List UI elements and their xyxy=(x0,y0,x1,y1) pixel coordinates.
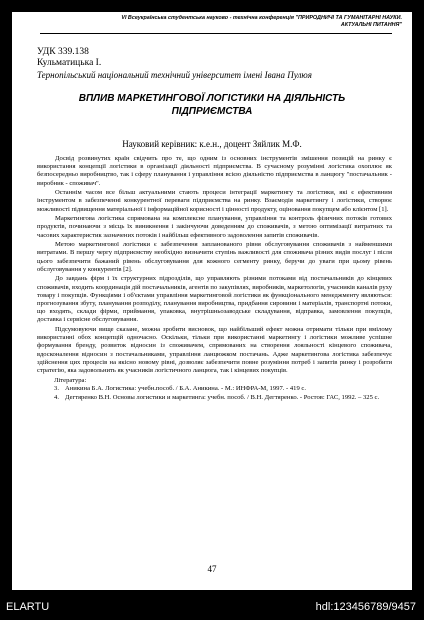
supervisor-line: Науковий керівник: к.е.н., доцент Зяйлик М.Ф. xyxy=(122,139,302,149)
handle-identifier: hdl:123456789/9457 xyxy=(315,601,416,613)
reference-item xyxy=(37,394,392,402)
conference-header xyxy=(72,15,402,28)
author-name: Кульматицька І. xyxy=(37,58,102,68)
body-paragraph: Досвід розвинутих країн свідчить про те, що одним із основних інструментів змішення позицій на ринку є використання концепції логістики в організації діяльності підприємства. В сучасному розумінні логістика охоплює як безпосередньо виробництво, так і сферу планування і управління всією діяльністю підприємства в ланцюгу "постачальник - виробник - споживач". xyxy=(37,155,392,187)
article-title-line-1: ВПЛИВ МАРКЕТИНГОВОЇ ЛОГІСТИКИ НА ДІЯЛЬНІСТЬ xyxy=(78,93,346,104)
header-rule xyxy=(40,33,392,34)
document-page xyxy=(12,12,412,590)
reference-number: 3. xyxy=(54,384,59,392)
udk-code: УДК 339.138 xyxy=(37,47,89,57)
reference-item xyxy=(37,385,392,393)
reference-number: 4. xyxy=(54,394,59,402)
reference-text: Дегтяренко В.Н. Основы логистики и маркетинга: учебн. пособ. / В.Н. Дегтяренко. - Ростов: ГАС, 1992. – 325 с. xyxy=(65,394,380,402)
body-paragraph: Метою маркетингової логістики є забезпечення запланованого рівня обслуговування споживачів з найменшими витратами. В першу чергу підприємству необхідно визначити ступінь важливості для споживача різних видів послуг і після цього забезпечити бажаний рівень обслуговування для кожного сегменту ринку, беручи до уваги при цьому рівень обслуговування у конкурентів [2]. xyxy=(37,241,392,273)
body-paragraph: Підсумовуючи вище сказане, можна зробити висновок, що найбільший ефект можна отримати тільки при вмілому використанні обох концепцій одночасно. Оскільки, тільки при використанні маркетингу і логістики можливе успішне формування бренду, розвиток відносин із споживачем, спрямованих на створення лояльності кінцевого споживача, вдосконалення відносин з постачальниками, управління ланцюжком постачань. Адже маркетингова логістика забезпечує здійснення цих процесів на якісно новому рівні, дозволяє забезпечити повне розуміння потреб і запитів ринку і розробити стратегію, яка задовольнить як учасників логістичного ланцюга, так і кінцевих покупців. xyxy=(37,326,392,375)
article-title xyxy=(42,93,382,118)
author-affiliation: Тернопільський національний технічний університет імені Івана Пулюя xyxy=(37,70,312,80)
literature-label: Література: xyxy=(54,376,87,384)
conference-header-line-1: VI Всеукраїнська студентська науково - технічна конференція "ПРИРОДНИЧІ ТА ГУМАНІТАРНІ НАУКИ. xyxy=(121,15,402,21)
repository-name: ELARTU xyxy=(6,601,50,613)
article-title-line-2: ПІДПРИЄМСТВА xyxy=(171,105,253,117)
reference-text: Аникина Б.А. Логистика: учебн.пособ. / Б.А. Аникина. - М.: ИНФРА-М, 1997. - 419 с. xyxy=(65,384,306,392)
conference-header-line-2: АКТУАЛЬНІ ПИТАННЯ" xyxy=(340,21,402,28)
body-paragraph: До завдань фірм і їх структурних підрозділів, що управляють різними потоками від постачальників до кінцевих споживачів, входить координація дій постачальників, агентів по закупівлях, виробників, маркетологів, учасників каналів руху товару і покупців. Функціями і об'єктами управління маркетинговой логістики як функціонального менеджменту являються: прогнозування збуту, планування розподілу, планування виробництва, придбання сировини і матеріалів, транспортні потоки, що входять, склади фірми, приймання, упаковка, внутрішньозаводське складування, відправка, замовлення покупців, доставка і сервісне обслуговування. xyxy=(37,275,392,324)
article-body xyxy=(37,155,392,404)
body-paragraph: Маркетингова логістика спрямована на комплексне планування, управління та контроль фізичних потоків готових продуктів, починаючи з місць їх виникнення і закінчуючи доведенням до споживачів, з метою оптимізації витратних та часових характеристик зазначених потоків і найбільш ефективного задоволення запитів споживачів. xyxy=(37,215,392,239)
body-paragraph: Останнім часом все більш актуальними стають процеси інтеграції маркетингу та логістики, які є ефективним інструментом в забезпеченні конкурентної переваги підприємства на ринку. Взаємодія маркетингу і логістики, створює можливості підвищення матеріальної і інформаційної корисності і цінності продукту, оціновання покупцем або клієнтом [1]. xyxy=(37,189,392,213)
page-number: 47 xyxy=(207,564,217,574)
